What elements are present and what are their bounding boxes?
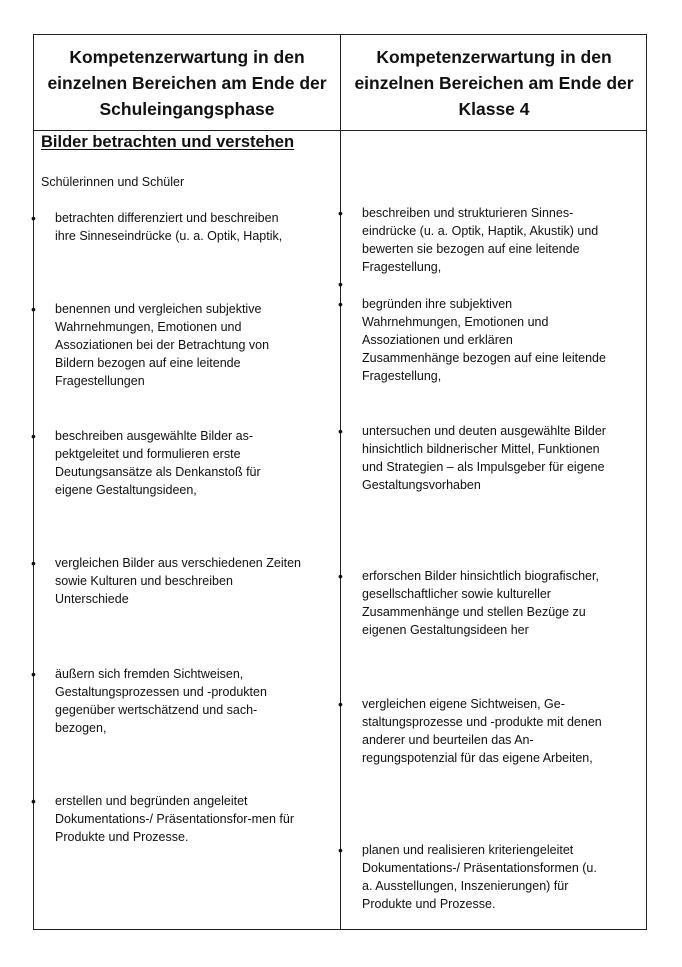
header-right: Kompetenzerwartung in den einzelnen Bereichen am Ende der Klasse 4 <box>354 46 634 119</box>
left-item: • vergleichen Bilder aus verschiedenen Zeiten sowie Kulturen und beschreiben Unterschiede <box>31 555 301 606</box>
bullet-icon: • <box>31 555 36 571</box>
bullet-icon: • <box>338 296 343 312</box>
bullet-icon: • <box>31 428 36 444</box>
bullet-icon: • <box>338 568 343 584</box>
header-left: Kompetenzerwartung in den einzelnen Bereichen am Ende der Schuleingangsphase <box>47 46 327 119</box>
right-item: • untersuchen und deuten ausgewählte Bilder hinsichtlich bildnerischer Mittel, Funktionen und Strategien – als Impulsgeber für eigene Gestaltungsvorhaben <box>338 423 606 492</box>
right-item: • planen und realisieren kriteriengeleitet Dokumentations-/ Präsentationsformen (u. a. Ausstellungen, Inszenierungen) für Produkte und Prozesse. <box>338 842 597 911</box>
section-title: Bilder betrachten und verstehen <box>41 133 295 151</box>
bullet-icon: • <box>338 696 343 712</box>
left-item: • beschreiben ausgewählte Bilder as-pektgeleitet und formulieren erste Deutungsansätze als Denkanstoß für eigene Gestaltungsideen, <box>31 428 261 497</box>
bullet-icon: • <box>31 666 36 682</box>
left-item: • benennen und vergleichen subjektive Wahrnehmungen, Emotionen und Assoziationen bei der Betrachtung von Bildern bezogen auf eine leitende Fragestellungen <box>31 301 270 388</box>
bullet-icon: • <box>31 210 36 226</box>
right-item: • beschreiben und strukturieren Sinnes-eindrücke (u. a. Optik, Haptik, Akustik) und bewerten sie bezogen auf eine leitende Fragestellung, <box>338 205 599 274</box>
bullet-icon: • <box>31 301 36 317</box>
left-item: • erstellen und begründen angeleitet Dokumentations-/ Präsentationsfor-men für Produkte und Prozesse. <box>31 793 294 844</box>
bullet-icon: • <box>338 423 343 439</box>
right-item: • erforschen Bilder hinsichtlich biografischer, gesellschaftlicher sowie kultureller Zusammenhänge und stellen Bezüge zu eigenen Gestaltungsideen her <box>338 568 599 637</box>
right-item: • begründen ihre subjektiven Wahrnehmungen, Emotionen und Assoziationen und erklären Zusammenhänge bezogen auf eine leitende Fragestellung, <box>338 296 606 383</box>
column-divider <box>340 35 341 929</box>
left-item: • äußern sich fremden Sichtweisen, Gestaltungsprozessen und -produkten gegenüber wertschätzend und sach-bezogen, <box>31 666 267 735</box>
header-divider <box>34 130 646 131</box>
bullet-icon: • <box>31 793 36 809</box>
bullet-icon: • <box>338 842 343 858</box>
section-intro: Schülerinnen und Schüler <box>41 175 185 189</box>
bullet-icon: • <box>338 205 343 221</box>
empty-bullet-icon: • <box>338 276 343 292</box>
right-item: • vergleichen eigene Sichtweisen, Ge-staltungsprozesse und -produkte mit denen anderer und beurteilen das An-regungspotenzial für das eigene Arbeiten, <box>338 696 602 765</box>
left-item: • betrachten differenziert und beschreiben ihre Sinneseindrücke (u. a. Optik, Haptik, <box>31 210 283 243</box>
